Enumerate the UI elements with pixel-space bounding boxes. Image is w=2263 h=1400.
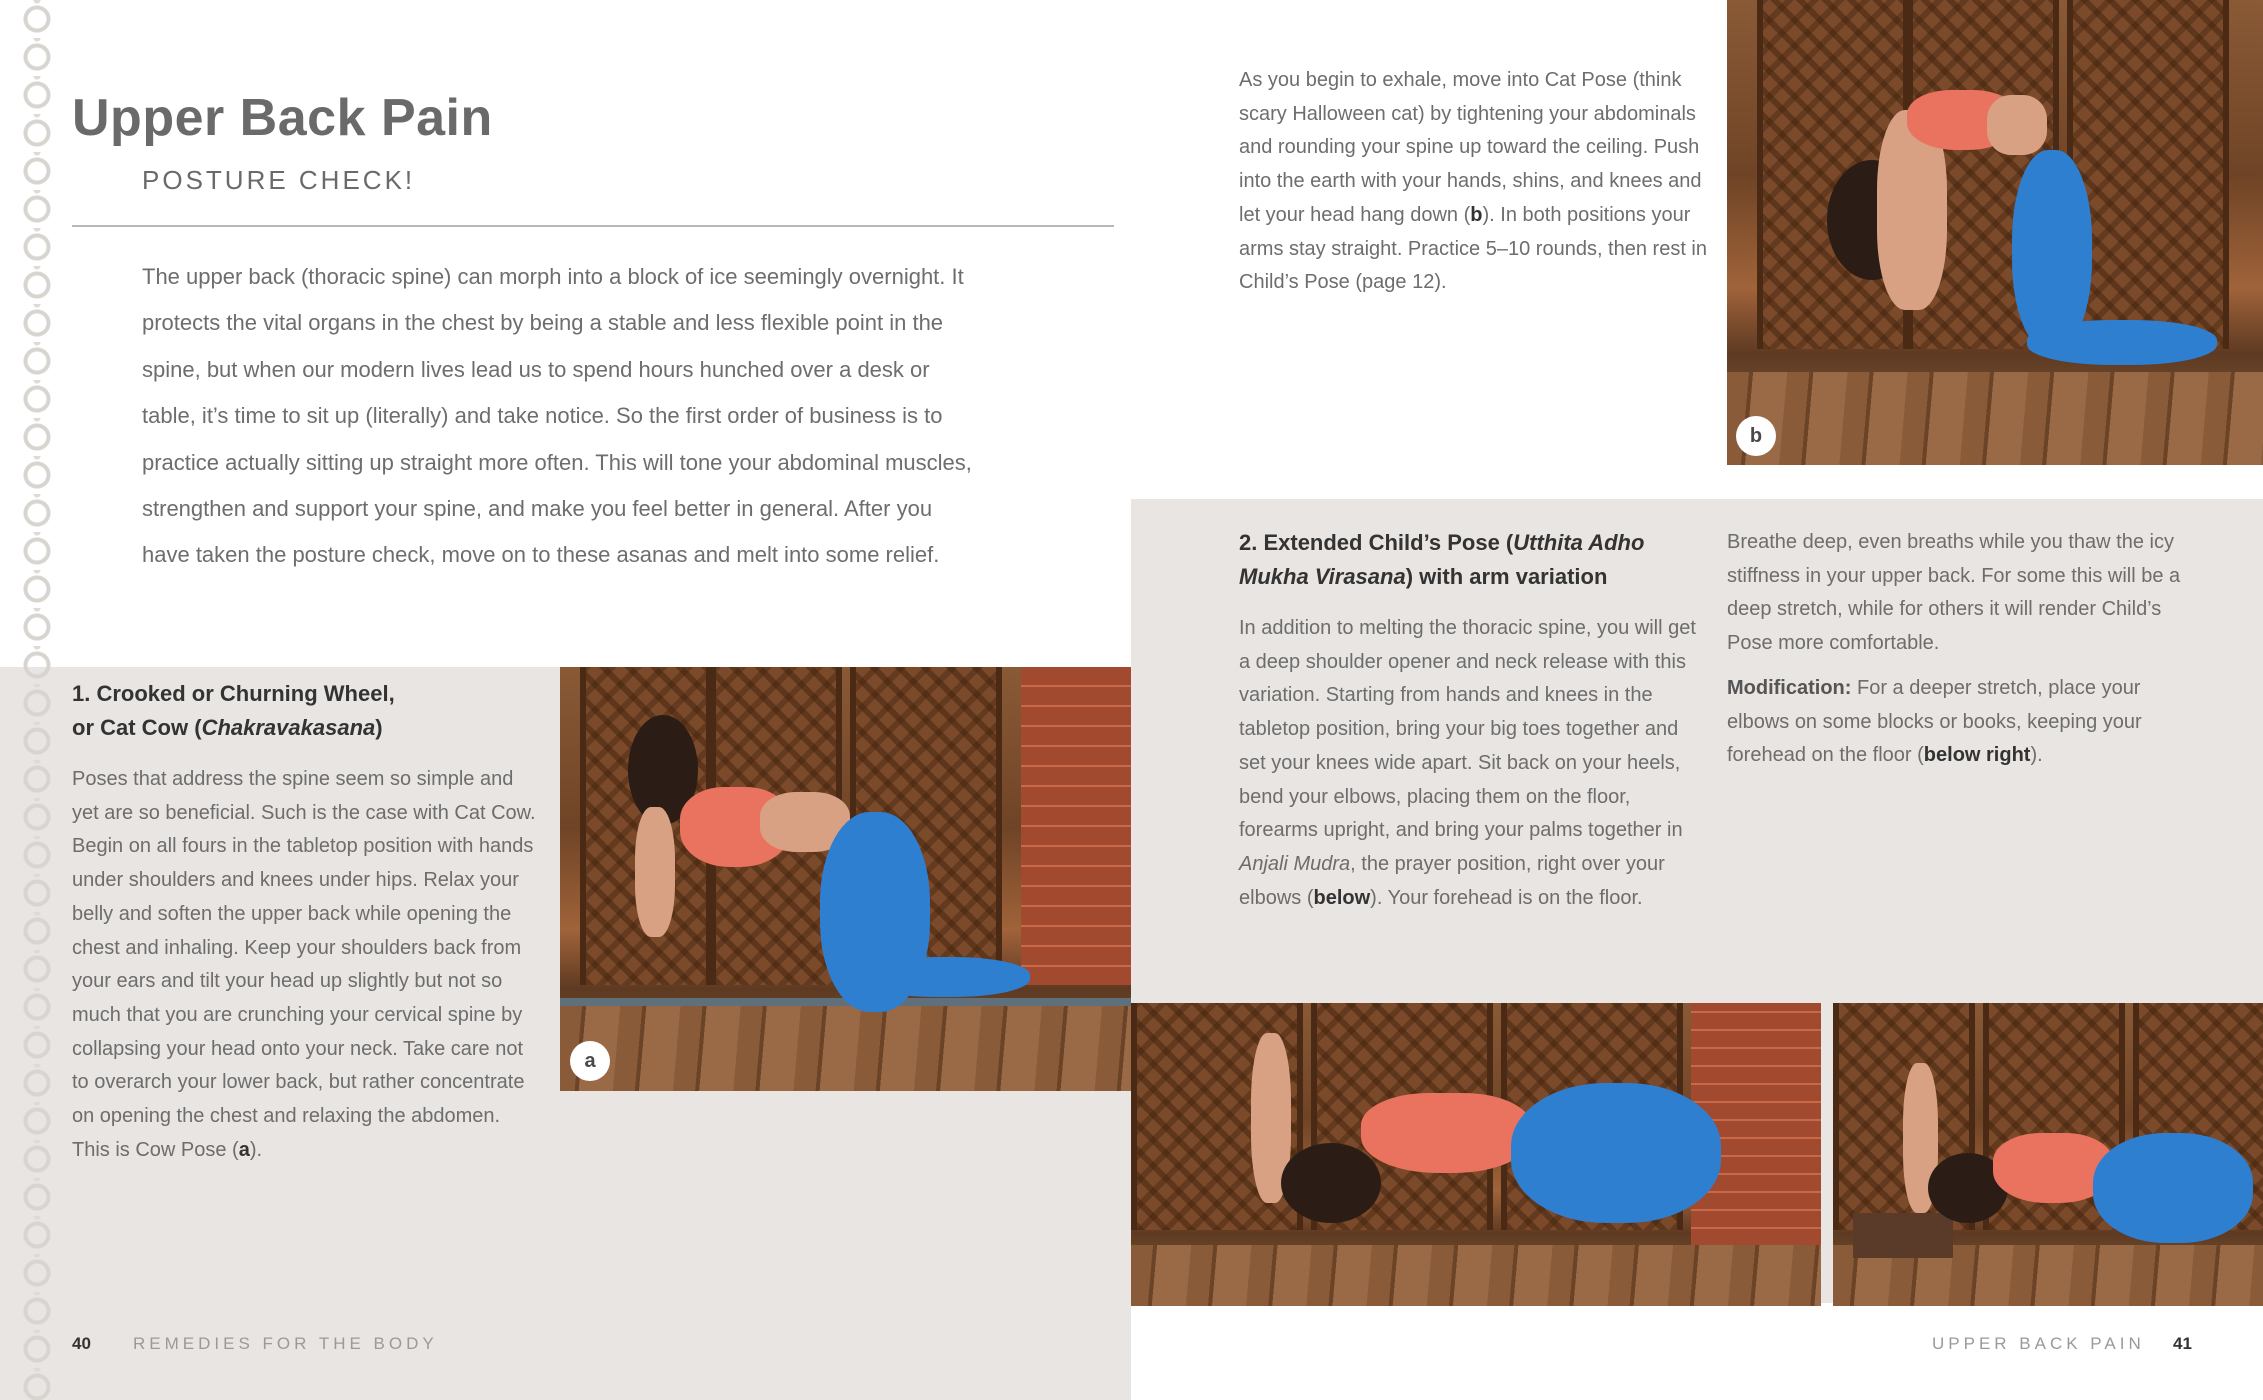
- page-subtitle: POSTURE CHECK!: [142, 165, 416, 195]
- section1-heading-line1: 1. Crooked or Churning Wheel,: [72, 681, 395, 706]
- section2-heading: [1239, 526, 1709, 594]
- footer-section-title-left: REMEDIES FOR THE BODY: [133, 1334, 438, 1353]
- section2-heading-line1: 2. Extended Child’s Pose (Utthita Adho: [1239, 530, 1645, 555]
- photo-label-a: a: [570, 1041, 610, 1081]
- page-number-left: 40: [72, 1334, 91, 1353]
- page-number-right: 41: [2173, 1334, 2192, 1353]
- section1-heading: [72, 677, 552, 745]
- modification-paragraph: Modification: For a deeper stretch, place your elbows on some blocks or books, keeping your forehead on the floor (below right).: [1727, 677, 2142, 767]
- section2-body: In addition to melting the thoracic spine, you will get a deep shoulder opener and neck release with this variation. Starting from hands and knees in the tabletop position, bring your big toes together and set your knees wide apart. Sit back on your heels, bend your elbows, placing them on the floor, forearms upright, and bring your palms together in Anjali Mudra, the prayer position, right over your elbows (below). Your forehead is on the floor.: [1239, 617, 1696, 909]
- section2-heading-line2: Mukha Virasana) with arm variation: [1239, 564, 1608, 589]
- photo-modification-with-block: [1833, 1003, 2263, 1306]
- footer-chapter-title-right: UPPER BACK PAIN: [1932, 1334, 2145, 1353]
- photo-cat-pose: [1727, 0, 2263, 465]
- page-title: Upper Back Pain: [72, 89, 493, 147]
- ornamental-border: [18, 0, 56, 1400]
- section1-body: Poses that address the spine seem so simple and yet are so beneficial. Such is the case with Cat Cow. Begin on all fours in the tabletop position with hands under shoulders and knees under hips. Relax your belly and soften the upper back while opening the chest and inhaling. Keep your shoulders back from your ears and tilt your head up slightly but not so much that you are crunching your cervical spine by collapsing your head onto your neck. Take care not to overarch your lower back, but rather concentrate on opening the chest and relaxing the abdomen. This is Cow Pose (a).: [72, 768, 536, 1161]
- title-divider: [72, 225, 1114, 227]
- breathe-paragraph: Breathe deep, even breaths while you thaw the icy stiffness in your upper back. For some this will be a deep stretch, while for others it will render Child’s Pose more comfortable.: [1727, 531, 2181, 655]
- section1-heading-line2: or Cat Cow (Chakravakasana): [72, 715, 383, 740]
- photo-extended-childs-pose: [1131, 1003, 1821, 1306]
- intro-paragraph: The upper back (thoracic spine) can morph into a block of ice seemingly overnight. It protects the vital organs in the chest by being a stable and less flexible point in the spine, but when our modern lives lead us to spend hours hunched over a desk or table, it’s time to sit up (literally) and take notice. So the first order of business is to practice actually sitting up straight more often. This will tone your abdominal muscles, strengthen and support your spine, and make you feel better in general. After you have taken the posture check, move on to these asanas and melt into some relief.: [142, 264, 972, 568]
- photo-label-b: b: [1736, 416, 1776, 456]
- cat-pose-paragraph: As you begin to exhale, move into Cat Pose (think scary Halloween cat) by tightening your abdominals and rounding your spine up toward the ceiling. Push into the earth with your hands, shins, and knees and let your head hang down (b). In both positions your arms stay straight. Practice 5–10 rounds, then rest in Child’s Pose (page 12).: [1239, 69, 1707, 294]
- photo-cow-pose: [560, 667, 1131, 1091]
